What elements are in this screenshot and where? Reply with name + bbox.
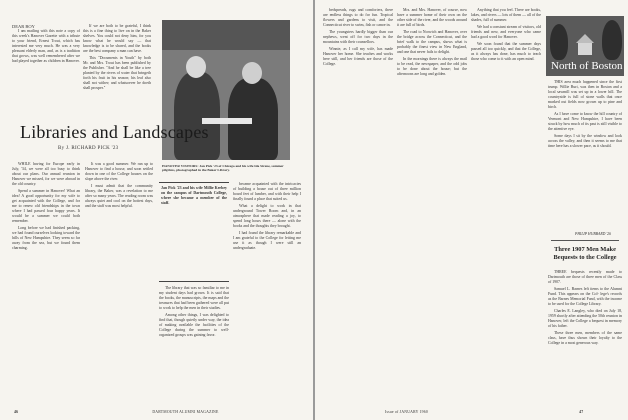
section-divider <box>551 240 619 241</box>
article-paragraph: Winnie, as I call my wife, has made Hanover her home. She teaches and works here still, and her friends are those of the College. <box>323 47 393 66</box>
north-of-boston-paragraph: THIS area much happened since the first trump. Willie Burt, was then in Boston and a local sawmill was set up in a lower hill. The countryside is full of stone walls that once marked out fields now grown up to pine and birch. <box>548 80 622 109</box>
north-of-boston-signature: PHILIP HUBBARD '26 <box>575 232 611 236</box>
article-column-5 <box>323 8 393 404</box>
letter-block-col2 <box>83 24 151 112</box>
bequests-headline: Three 1907 Men Make Bequests to the College <box>553 246 617 261</box>
letter-paragraph: If we are both to be grateful, I think this is a fine thing to live on in the Baker shelves. You could not deny him, for you know what he would say — that knowledge is to be shared, and the books are the best company a man can have. <box>83 24 151 53</box>
tree-illustration <box>550 24 568 60</box>
article-column-7 <box>471 8 541 404</box>
north-of-boston-banner <box>546 16 624 76</box>
right-page <box>315 0 628 420</box>
letter-block <box>12 24 80 112</box>
article-paragraph: What a delight to work in that underground Tower Room and, in an atmosphere that made reading a joy, to spend long hours there — alone with the books and the thoughts they brought. <box>233 204 301 228</box>
photo-caption: HANOVER VISITORS: Jan Pick '23 of Chicago and his wife Ida Sirene, summer pilgrims, photographed in the Baker Library. <box>162 164 284 173</box>
article-paragraph: Anything that you feel. There are books, lakes, and rivers — lots of them — all of the shades, full of summer. <box>471 8 541 22</box>
article-column-6 <box>397 8 467 404</box>
article-paragraph: In the mornings there is always the mail to be read, the newspaper, and the odd jobs to be done about the house; but the afternoons are long and golden. <box>397 57 467 76</box>
tree-illustration <box>602 20 622 60</box>
left-page <box>0 0 313 420</box>
article-paragraph: The road to Norwich and Hanover, over the bridge across the Connecticut, and the brief walk to the campus, shows what is probably the finest view in New England, and one that never fails to delight. <box>397 30 467 54</box>
bequests-paragraph: These three men, members of the same class, have thus shown their loyalty to the College in a most generous way. <box>548 331 622 345</box>
article-headline: Libraries and Landscapes <box>20 122 209 142</box>
north-of-boston-title: North of Boston <box>551 60 623 72</box>
bequests-paragraph: Charles E. Langley, who died on July 18, 1959 shortly after attending the 50th reunion in Hanover, left the College a bequest in memory of his father. <box>548 309 622 328</box>
article-column-1 <box>12 162 80 406</box>
bequests-paragraph: Samuel L. Barnes left items to the Alumni Fund. This appears on the Col- lege's records as the Barnes Memorial Fund, with the income to be used for the College Library. <box>548 287 622 306</box>
article-paragraph: We had a constant stream of visitors, old friends and new, and everyone who came had a good word for Hanover. <box>471 25 541 39</box>
north-of-boston-paragraph: As I have come to know the hill country of Vermont and New Hampshire, I have been struck by how much of its past is still visible to the attentive eye. <box>548 112 622 131</box>
left-page-number: 46 <box>14 410 19 414</box>
article-paragraph: Mrs. and Mrs. Hanover, of course, now have a summer home of their own on the other side of the river, and the woods around it are full of birds. <box>397 8 467 27</box>
north-of-boston-paragraph: Some days I sit by the window and look across the valley, and then it seems to me that time here has a slower pace, as it should. <box>548 134 622 148</box>
article-paragraph: WHILE having for Europe early in July, '34, we were all too busy to think about our plans. Our annual reunion in Hanover we missed, for we were abroad in the old country. <box>12 162 80 186</box>
letter-salutation: DEAR BOY <box>12 24 35 29</box>
article-paragraph: The library that was so familiar to me in my student days had grown. It is said that the books, the manuscripts, the maps and the treasures that had been gathered were all put to work to help the men in their studies. <box>159 286 229 310</box>
article-paragraph: became acquainted with the intricacies of building a house out of three million board feet of lumber, and with their help I finally found a place that suited us. <box>233 182 301 201</box>
article-paragraph: We soon found that the summer days passed all too quickly, and that the College, as it always has done, has much to teach those who come to it with an open mind. <box>471 42 541 61</box>
house-illustration <box>578 43 592 55</box>
publication-name: DARTMOUTH ALUMNI MAGAZINE <box>152 410 219 414</box>
article-paragraph: The youngsters hardly bigger than our nephews, went off for two days in the mountains with their counsellors. <box>323 30 393 44</box>
right-page-number: 47 <box>579 410 584 414</box>
bequests-paragraph: THREE bequests recently made to Dartmouth are those of three men of the Class of 1907. <box>548 270 622 284</box>
article-paragraph: Spend a summer in Hanover! What an idea! A good opportunity for my wife to get acquainted with the College, and for me to renew old friendships in the town where I had passed four happy years. It would be a summer we could both remember. <box>12 189 80 223</box>
article-paragraph: Among other things, I was delighted to find that, though quietly under way, the idea of making available the facilities of the College during the summer to well-organized groups was gaining favor. <box>159 313 229 337</box>
article-column-4 <box>233 182 301 406</box>
letter-paragraph: I am mailing with this note a copy of this week's Hanover Gazette with a tribute to your friend, Ernest Trout, which has interested me very much. He was a very pleasant elderly man, and, as is a tradition that grows, was well remembered after we had played together as children in Hanover. <box>12 29 80 63</box>
article-paragraph: I had found the library remarkable and I am grateful to the College for letting me use it as though I were still an undergraduate. <box>233 231 301 250</box>
left-folio <box>14 410 219 414</box>
article-byline: By J. RICHARD PICK '23 <box>58 146 119 151</box>
article-paragraph: It was a good summer. We ran up to Hanover to find a house, and soon settled down in one of the College houses on the slope above the river. <box>85 162 153 181</box>
right-folio <box>385 410 586 414</box>
bequests-text <box>548 270 622 404</box>
house-roof-illustration <box>576 34 594 43</box>
article-column-2 <box>85 162 153 406</box>
article-column-3 <box>159 286 229 406</box>
article-paragraph: Long before we had finished packing, we had found ourselves looking toward the hills of New Hampshire. They seem so far away from the sea, but we found them charming. <box>12 226 80 250</box>
article-paragraph: I must admit that the community library, the Baker, was a revelation to me after so many years. The reading room was always quiet and cool on the hottest days, and the staff was most helpful. <box>85 184 153 208</box>
issue-date: Issue of JANUARY 1960 <box>385 410 428 414</box>
article-paragraph: bedspreads, rugs and comforters, there are endless things to do for fun. Tropical flowers and gardens to visit, and the Connecticut river to swim, fish or canoe in. <box>323 8 393 27</box>
pull-quote-text: Jan Pick '23 and his wife Millie Kerbey on the campus of Dartmouth College, where she became a member of the staff. <box>161 186 227 205</box>
letter-paragraph: This "Documents in Youth" by both Mr. and Mrs. Trout has been published by the Publisher. "And he shall be like a tree planted by the rivers of water that bringeth forth his fruit in his season; his leaf also shall not wither; and whatsoever he doeth shall prosper." <box>83 56 151 90</box>
north-of-boston-text <box>548 80 622 230</box>
